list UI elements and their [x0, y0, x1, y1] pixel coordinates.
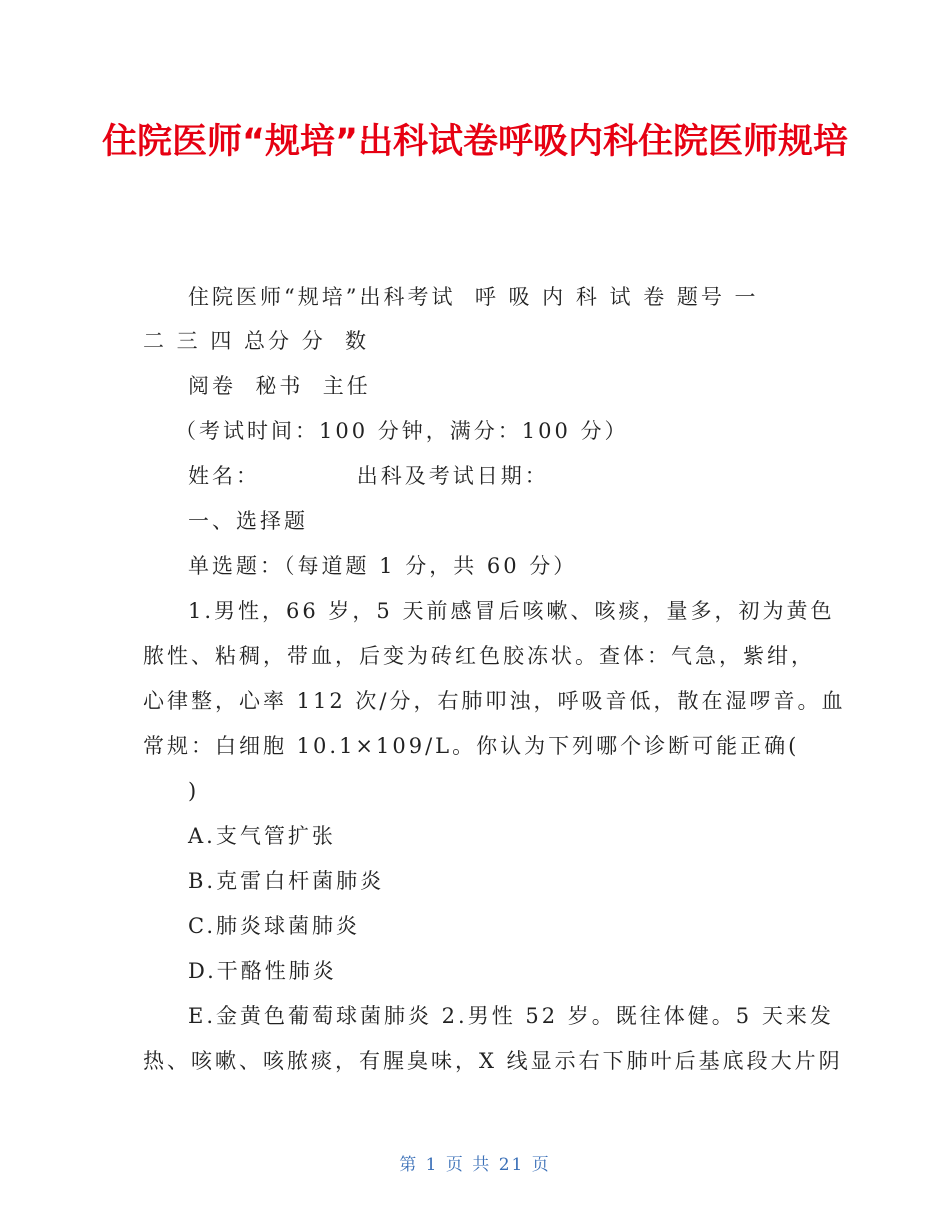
answer-option: A.支气管扩张 [188, 824, 336, 848]
section-heading: 一、选择题 [188, 509, 308, 533]
question-text: 热、咳嗽、咳脓痰，有腥臭味，X 线显示右下肺叶后基底段大片阴 [143, 1049, 843, 1073]
answer-option: C.肺炎球菌肺炎 [188, 914, 360, 938]
question-text: 脓性、粘稠，带血，后变为砖红色胶冻状。查体：气急，紫绀， [143, 644, 815, 668]
question-text: 1.男性，66 岁，5 天前感冒后咳嗽、咳痰，量多，初为黄色 [188, 599, 835, 623]
answer-option: B.克雷白杆菌肺炎 [188, 869, 385, 893]
text-line: 二 三 四 总分 分 数 [143, 329, 370, 353]
question-text: 常规：白细胞 10.1×109/L。你认为下列哪个诊断可能正确( [143, 734, 800, 758]
text-line: 姓名： 出科及考试日期： [188, 464, 549, 488]
answer-option: E.金黄色葡萄球菌肺炎 2.男性 52 岁。既往体健。5 天来发 [188, 1004, 834, 1028]
answer-option: D.干酪性肺炎 [188, 959, 337, 983]
page-number-footer: 第 1 页 共 21 页 [399, 1155, 551, 1175]
text-line: （考试时间：100 分钟，满分：100 分） [175, 419, 629, 443]
document-title: 住院医师“规培”出科试卷呼吸内科住院医师规培 [101, 122, 848, 162]
text-line: 住院医师“规培”出科考试 呼 吸 内 科 试 卷 题号 一 [188, 285, 759, 309]
text-line: 阅卷 秘书 主任 [188, 374, 371, 398]
question-text: 心律整，心率 112 次/分，右肺叩浊，呼吸音低，散在湿啰音。血 [143, 689, 846, 713]
text-line: 单选题：（每道题 1 分，共 60 分） [188, 554, 578, 578]
question-text: ) [188, 779, 200, 803]
